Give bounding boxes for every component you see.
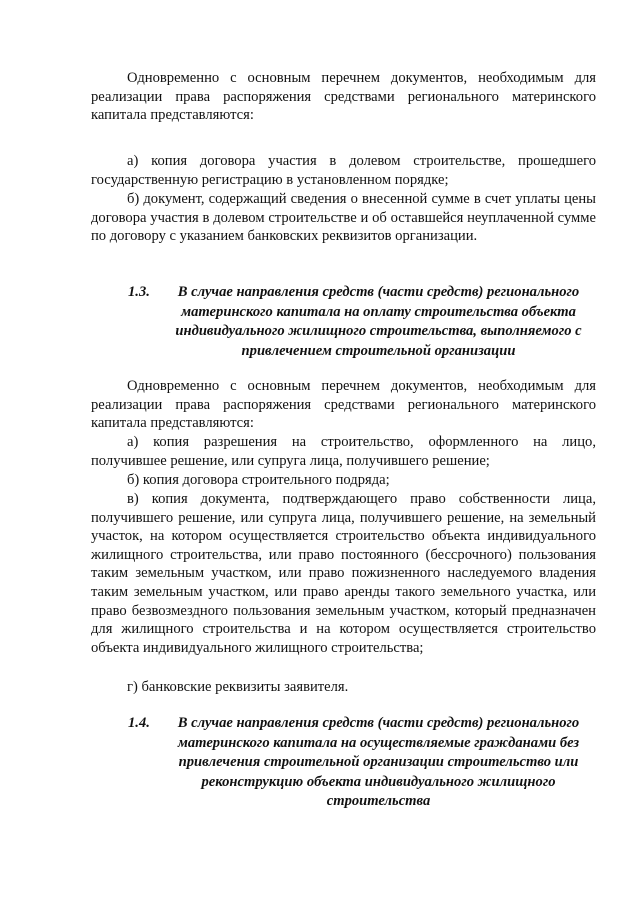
section-1-3-number: 1.3. bbox=[128, 284, 150, 300]
section-1-3-heading bbox=[91, 283, 596, 361]
block1-intro: Одновременно с основным перечнем документов, необходимым для реализации права распоряжения средствами регионального материнского капитала представляются: bbox=[91, 70, 596, 124]
block2-item-d: г) банковские реквизиты заявителя. bbox=[127, 679, 349, 695]
block2-item-c: в) копия документа, подтверждающего право собственности лица, получившего решение, или супруга лица, получившего решение, на земельный участок, на котором осуществляется строительство объекта индивидуального жилищного строительства, или право постоянного (бессрочного) пользования таким земельным участком, или право пожизненного наследуемого владения таким земельным участком, или право аренды такого земельного участка, или право безвозмездного пользования земельным участком, который предназначен для жилищного строительства и на котором осуществляется строительство объекта индивидуального жилищного строительства; bbox=[91, 491, 596, 656]
block2-item-a: а) копия разрешения на строительство, оформленного на лицо, получившее решение, или супруга лица, получившего решение; bbox=[91, 434, 596, 469]
block1-item-a: а) копия договора участия в долевом строительстве, прошедшего государственную регистрацию в установленном порядке; bbox=[91, 153, 596, 188]
section-1-3-title: В случае направления средств (части средств) регионального материнского капитала на оплату строительства объекта индивидуального жилищного строительства, выполняемого с привлечением строительной организации bbox=[175, 284, 582, 359]
block1-item-b: б) документ, содержащий сведения о внесенной сумме в счет уплаты цены договора участия в долевом строительстве и об оставшейся неуплаченной сумме по договору с указанием банковских реквизитов организации. bbox=[91, 191, 596, 245]
section-1-4-title: В случае направления средств (части средств) регионального материнского капитала на осуществляемые гражданами без привлечения строительной организации строительство или реконструкцию объекта индивидуального жилищного строительства bbox=[177, 715, 580, 809]
section-1-4-number: 1.4. bbox=[128, 715, 150, 731]
block2-intro: Одновременно с основным перечнем документов, необходимым для реализации права распоряжения средствами регионального материнского капитала представляются: bbox=[91, 378, 596, 432]
section-1-4-heading bbox=[91, 714, 596, 812]
block2-item-b: б) копия договора строительного подряда; bbox=[127, 472, 390, 488]
